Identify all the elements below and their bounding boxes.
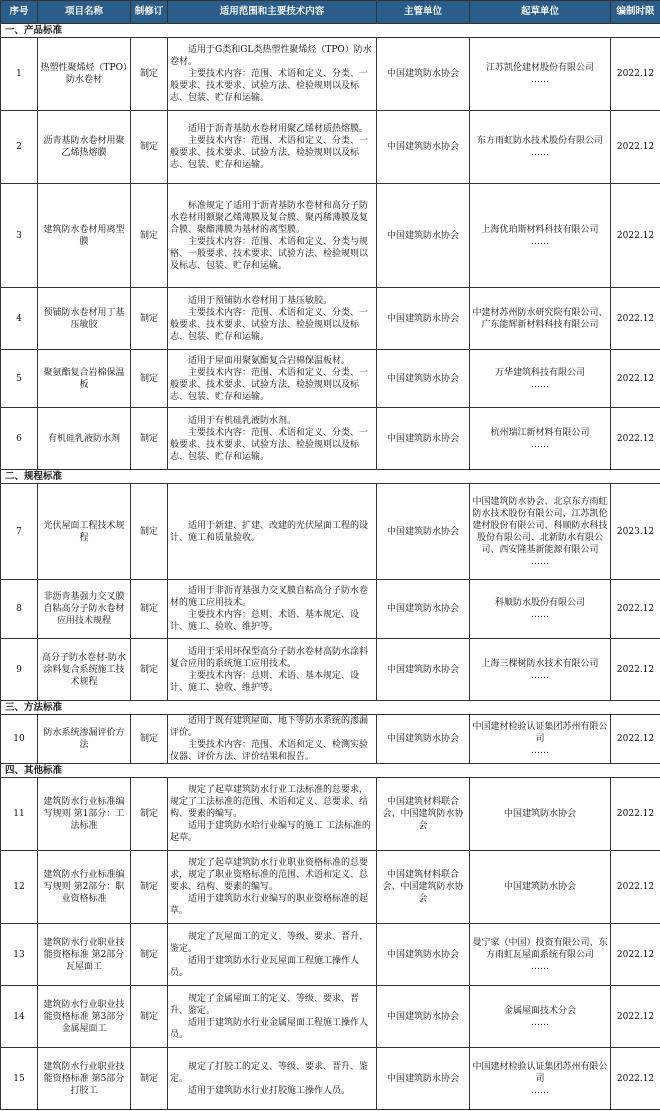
- drafter-line: ……: [531, 1017, 549, 1028]
- drafting-units: [470, 924, 611, 986]
- drafter-line: ……: [531, 610, 549, 620]
- authority-unit: 中国建筑防水协会: [377, 484, 470, 580]
- header-num: 序号: [1, 1, 38, 24]
- drafter-line: 曼宁家（中国）投资有限公司、东方雨虹瓦屋面系统有限公司: [472, 937, 608, 960]
- drafter-line: 金属屋面技术分会: [503, 1005, 576, 1016]
- table-row: [1, 350, 660, 408]
- project-name: 热塑性聚烯烃（TPO）防水卷材: [38, 38, 131, 111]
- project-name: 预铺防水卷材用丁基压敏胶: [38, 288, 131, 350]
- revision-type: 制定: [131, 484, 168, 580]
- scope-paragraph: 适用于建筑防水行业瓦屋面工程施工操作人员。: [170, 955, 360, 978]
- row-number: 6: [1, 408, 38, 470]
- scope-paragraph: 适用于预铺防水卷材用丁基压敏胶。: [188, 295, 333, 306]
- authority-unit: 中国建筑防水协会: [377, 580, 470, 639]
- header-type: 制修订: [131, 1, 168, 24]
- scope-paragraph: 主要技术内容：总则、术语、基本规定、设计、施工、验收、维护等。: [170, 670, 360, 693]
- scope-cell: [168, 778, 377, 851]
- authority-unit: 中国建筑防水协会: [377, 1048, 470, 1110]
- scope-cell: [168, 484, 377, 580]
- table-body: [1, 24, 660, 1110]
- authority-unit: 中国建筑防水协会: [377, 986, 470, 1048]
- scope-paragraph: 主要技术内容：范围、术语和定义、分类、一般要求、技术要求、试验方法、检验规则以及标志、包装、贮存和运输。: [170, 69, 369, 103]
- scope-paragraph: 主要技术内容：范围、术语和定义、分类、一般要求、技术要求、试验方法、检验规则以及标志、包装、贮存和运输。: [170, 427, 369, 462]
- drafter-line: 中国建筑防水协会、北京东方雨虹防水技术股份有限公司、江苏凯伦建材股份有限公司、科顺防水科技股份有限公司、北新防水有限公司、西安隆基新能源有限公司: [472, 496, 608, 555]
- drafter-line: ……: [531, 670, 549, 681]
- scope-paragraph: 适用于采用环保型高分子防水卷材高防水涂料复合应用的系统施工应用技术。: [170, 646, 369, 669]
- scope-cell: [168, 350, 377, 408]
- project-name: 非沥青基强力交叉膜自粘高分子防水卷材应用技术规程: [38, 580, 131, 639]
- revision-type: 制定: [131, 639, 168, 701]
- row-number: 7: [1, 484, 38, 580]
- scope-paragraph: 规定了打胶工的定义、等级、要求、晋升、鉴定。: [170, 1061, 369, 1084]
- revision-type: 制定: [131, 715, 168, 764]
- scope-paragraph: 主要技术内容：范围、术语和定义、分类、一般要求、技术要求、试验方法、检验规则以及标志、包装、贮存和运输。: [170, 367, 369, 402]
- authority-unit: 中国建筑防水协会: [377, 715, 470, 764]
- scope-cell: [168, 851, 377, 924]
- scope-cell: [168, 715, 377, 764]
- project-name: 建筑防水卷材用离型膜: [38, 184, 131, 288]
- drafting-units: [470, 38, 611, 111]
- revision-type: 制定: [131, 288, 168, 350]
- drafter-line: 杭州瑞江新材料有限公司: [490, 427, 590, 438]
- drafting-units: [470, 986, 611, 1048]
- completion-period: 2022.12: [611, 111, 660, 184]
- completion-period: 2023.12: [611, 484, 660, 580]
- row-number: 15: [1, 1048, 38, 1110]
- scope-paragraph: 适用于沥青基防水卷材用聚乙烯材质热熔膜。: [188, 124, 369, 134]
- header-row: [1, 1, 660, 24]
- completion-period: 2022.12: [611, 778, 660, 851]
- scope-paragraph: 标准规定了适用于沥青基防水卷材和高分子防水卷材用额聚乙烯薄膜及复合膜、聚丙稀薄膜及复合膜、聚酯薄膜为基材的离型膜。: [170, 200, 369, 235]
- table-row: [1, 639, 660, 701]
- scope-paragraph: 规定了金属屋面工的定义、等级、要求、晋升、鉴定。: [170, 993, 360, 1016]
- drafter-line: ……: [531, 148, 549, 158]
- project-name: 建筑防水行业标准编写规则 第2部分：职业资格标准: [38, 851, 131, 924]
- project-name: 建筑防水行业职业技能资格标准 第2部分 瓦屋面工: [38, 924, 131, 986]
- drafting-units: [470, 639, 611, 701]
- row-number: 10: [1, 715, 38, 764]
- project-name: 防水系统渗漏评价方法: [38, 715, 131, 764]
- header-authority: 主管单位: [377, 1, 470, 24]
- authority-unit: 中国建筑防水协会: [377, 639, 470, 701]
- table-row: [1, 778, 660, 851]
- row-number: 11: [1, 778, 38, 851]
- drafting-units: [470, 580, 611, 639]
- scope-paragraph: 规定了起草建筑防水行业职业资格标准的总要求，规定了职业资格标准的范围、术语和定义、总要求、结构、要素的编写。: [170, 858, 369, 892]
- scope-cell: [168, 408, 377, 470]
- completion-period: 2022.12: [611, 184, 660, 288]
- project-name: 有机硅乳液防水剂: [38, 408, 131, 470]
- section-title: 三、方法标准: [1, 701, 660, 715]
- project-name: 建筑防水行业标准编写规则 第1部分：工法标准: [38, 778, 131, 851]
- row-number: 9: [1, 639, 38, 701]
- scope-cell: [168, 288, 377, 350]
- section-row: [1, 764, 660, 778]
- scope-paragraph: 主要技术内容：范围、术语和定义、分类与规格、一般要求、技术要求、试验方法、检验规则以及标志、包装、贮存和运输。: [170, 236, 369, 271]
- completion-period: 2022.12: [611, 924, 660, 986]
- table-row: [1, 851, 660, 924]
- scope-cell: [168, 986, 377, 1048]
- scope-cell: [168, 580, 377, 639]
- revision-type: 制定: [131, 986, 168, 1048]
- drafter-line: ……: [531, 556, 549, 567]
- scope-paragraph: 适用于建筑防水行业编写的职业资格标准的起草。: [170, 894, 369, 916]
- completion-period: 2022.12: [611, 851, 660, 924]
- table-row: [1, 184, 660, 288]
- authority-unit: 中国建筑防水协会: [377, 288, 470, 350]
- drafter-line: 科顺防水股份有限公司: [494, 598, 585, 608]
- scope-cell: [168, 639, 377, 701]
- row-number: 14: [1, 986, 38, 1048]
- completion-period: 2022.12: [611, 580, 660, 639]
- scope-paragraph: 适用于建筑防水哈行业编写的施工 工法标准的起草。: [170, 821, 371, 843]
- row-number: 3: [1, 184, 38, 288]
- drafting-units: [470, 1048, 611, 1110]
- drafter-line: ……: [531, 746, 549, 756]
- authority-unit: 中国建筑防水协会: [377, 184, 470, 288]
- scope-paragraph: 主要技术内容：范围、术语和定义、分类、一般要求、技术要求、试验方法、检验规则以及标志、包装、贮存和运输。: [170, 307, 369, 342]
- row-number: 4: [1, 288, 38, 350]
- completion-period: 2022.12: [611, 986, 660, 1048]
- drafter-line: 中国建材检验认证集团苏州有限公司: [472, 1061, 608, 1084]
- drafter-line: 中建材苏州防水研究院有限公司、广东能辉新材料科技有限公司: [472, 307, 608, 330]
- revision-type: 制定: [131, 184, 168, 288]
- drafting-units: [470, 778, 611, 851]
- authority-unit: 中国建筑防水协会: [377, 408, 470, 470]
- drafter-line: ……: [531, 379, 549, 390]
- drafting-units: [470, 184, 611, 288]
- row-number: 1: [1, 38, 38, 111]
- drafter-line: 东方雨虹防水技术股份有限公司: [476, 136, 603, 146]
- row-number: 8: [1, 580, 38, 639]
- authority-unit: 中国建筑防水协会: [377, 111, 470, 184]
- drafting-units: [470, 288, 611, 350]
- scope-paragraph: 适用于非沥青基强力交叉膜自粘高分子防水卷材的施工应用技术。: [170, 586, 369, 608]
- row-number: 13: [1, 924, 38, 986]
- drafter-line: ……: [531, 236, 549, 247]
- table-row: [1, 111, 660, 184]
- scope-paragraph: 适用于既有建筑屋面、地下等防水系统的渗漏评价。: [170, 716, 369, 738]
- authority-unit: 中国建筑防水协会: [377, 38, 470, 111]
- drafter-line: 上海优珀斯材料科技有限公司: [481, 224, 599, 235]
- revision-type: 制定: [131, 350, 168, 408]
- scope-paragraph: 主要技术内容：范围、术语和定义、检测实验仪器、评价方法、评价结果和报告。: [170, 740, 369, 762]
- scope-cell: [168, 38, 377, 111]
- authority-unit: 中国建筑材料联合会、中国建筑防水协会: [377, 778, 470, 851]
- section-row: [1, 470, 660, 484]
- table-row: [1, 408, 660, 470]
- project-name: 光伏屋面工程技术规程: [38, 484, 131, 580]
- scope-paragraph: 主要技术内容：范围、术语和定义、分类、一般要求、技术要求、试验方法、检验规则以及标志、包装、贮存和运输。: [170, 136, 369, 170]
- section-title: 一、产品标准: [1, 24, 660, 38]
- drafting-units: [470, 851, 611, 924]
- scope-paragraph: 适用于G类和GL类热塑性聚烯烃（TPO）防水卷材。: [170, 45, 372, 67]
- drafting-units: [470, 111, 611, 184]
- drafting-units: [470, 484, 611, 580]
- drafter-line: ……: [531, 75, 549, 85]
- table-row: [1, 715, 660, 764]
- scope-cell: [168, 111, 377, 184]
- scope-paragraph: 适用于新建、扩建、改建的光伏屋面工程的设计、施工和质量验收。: [170, 520, 369, 543]
- table-row: [1, 1048, 660, 1110]
- table-row: [1, 484, 660, 580]
- section-row: [1, 24, 660, 38]
- completion-period: 2022.12: [611, 715, 660, 764]
- section-title: 四、其他标准: [1, 764, 660, 778]
- scope-cell: [168, 1048, 377, 1110]
- drafter-line: ……: [531, 1085, 549, 1096]
- project-name: 沥青基防水卷材用聚乙烯热熔膜: [38, 111, 131, 184]
- revision-type: 制定: [131, 851, 168, 924]
- revision-type: 制定: [131, 1048, 168, 1110]
- revision-type: 制定: [131, 111, 168, 184]
- header-period: 编制时限: [611, 1, 660, 24]
- drafter-line: 上海三棵树防水技术有限公司: [481, 658, 599, 669]
- authority-unit: 中国建筑防水协会: [377, 924, 470, 986]
- row-number: 2: [1, 111, 38, 184]
- scope-paragraph: 规定了起草建筑防水行业工法标准的总要求，规定了工法标准的范围、术语和定义、总要求、结构、要素的编写。: [170, 785, 369, 819]
- completion-period: 2022.12: [611, 38, 660, 111]
- table-row: [1, 38, 660, 111]
- revision-type: 制定: [131, 778, 168, 851]
- section-title: 二、规程标准: [1, 470, 660, 484]
- drafter-line: 中国建材检验认证集团苏州有限公司: [472, 722, 608, 744]
- revision-type: 制定: [131, 38, 168, 111]
- revision-type: 制定: [131, 408, 168, 470]
- table-row: [1, 580, 660, 639]
- row-number: 5: [1, 350, 38, 408]
- project-name: 建筑防水行业职业技能资格标准 第3部分 金属屋面工: [38, 986, 131, 1048]
- scope-paragraph: 主要技术内容：总则、术语、基本规定、设计、施工、验收、维护等。: [170, 610, 360, 632]
- table-row: [1, 288, 660, 350]
- project-name: 高分子防水卷材-防水涂料复合系统施工技术规程: [38, 639, 131, 701]
- drafting-units: [470, 350, 611, 408]
- drafting-units: [470, 715, 611, 764]
- drafter-line: 江苏凯伦建材股份有限公司: [485, 63, 594, 73]
- header-name: 项目名称: [38, 1, 131, 24]
- revision-type: 制定: [131, 580, 168, 639]
- drafter-line: ……: [531, 961, 549, 972]
- drafter-line: ……: [531, 439, 549, 450]
- scope-cell: [168, 184, 377, 288]
- drafter-line: 中国建筑防水协会: [503, 882, 576, 892]
- table-row: [1, 986, 660, 1048]
- completion-period: 2022.12: [611, 288, 660, 350]
- drafter-line: 万华建筑科技有限公司: [494, 367, 585, 378]
- section-row: [1, 701, 660, 715]
- project-name: 聚氨酯复合岩棉保温板: [38, 350, 131, 408]
- drafting-units: [470, 408, 611, 470]
- scope-paragraph: 适用于屋面用聚氨酯复合岩棉保温板材。: [188, 355, 351, 366]
- header-scope: 适用范围和主要技术内容: [168, 1, 377, 24]
- authority-unit: 中国建筑材料联合会、中国建筑防水协会: [377, 851, 470, 924]
- completion-period: 2022.12: [611, 350, 660, 408]
- scope-cell: [168, 924, 377, 986]
- header-drafter: 起草单位: [470, 1, 611, 24]
- scope-paragraph: 适用于有机硅乳液防水剂。: [188, 415, 297, 426]
- completion-period: 2022.12: [611, 408, 660, 470]
- table-row: [1, 924, 660, 986]
- revision-type: 制定: [131, 924, 168, 986]
- completion-period: 2022.12: [611, 639, 660, 701]
- authority-unit: 中国建筑防水协会: [377, 350, 470, 408]
- scope-paragraph: 适用于建筑防水行业金属屋面工程施工操作人员。: [170, 1017, 369, 1040]
- drafter-line: 中国建筑防水协会: [503, 809, 576, 819]
- completion-period: 2022.12: [611, 1048, 660, 1110]
- scope-paragraph: 规定了瓦屋面工的定义、等级、要求、晋升、鉴定。: [170, 931, 369, 954]
- project-name: 建筑防水行业职业技能资格标准 第5部分 打胶工: [38, 1048, 131, 1110]
- scope-paragraph: 适用于建筑防水行业打胶施工操作人员。: [188, 1085, 351, 1096]
- row-number: 12: [1, 851, 38, 924]
